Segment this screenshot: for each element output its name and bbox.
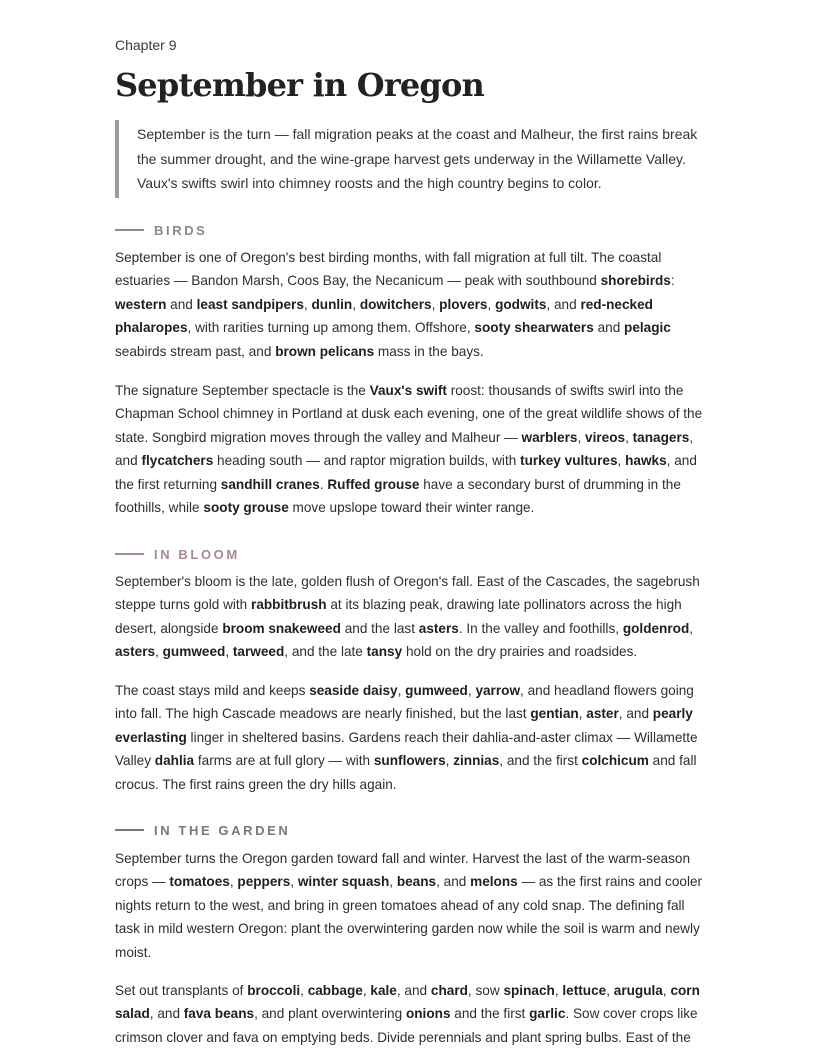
paragraph-text: and fall crocus. The first rains green the dry hills again.	[115, 753, 697, 792]
paragraph-text: ,	[303, 296, 312, 312]
paragraph-text: ,	[431, 296, 440, 312]
paragraph-text: , and plant overwintering	[254, 1006, 406, 1022]
heading-rule	[115, 229, 144, 231]
paragraph-text: , and	[149, 1006, 184, 1022]
highlighted-term: asters	[115, 644, 156, 660]
paragraph-text: and	[593, 320, 625, 336]
garden-paragraph-2	[115, 979, 705, 1049]
paragraph-text: hold on the dry prairies and roadsides.	[402, 644, 638, 660]
paragraph-text: ,	[229, 874, 238, 890]
paragraph-text: ,	[662, 983, 671, 998]
paragraph-text: The coast stays mild and keeps	[115, 683, 310, 698]
paragraph-text: have a secondary burst of drumming in the foothills, while	[115, 476, 681, 516]
paragraph-text: , and the first	[499, 753, 582, 769]
paragraph-text: ,	[689, 620, 694, 636]
birds-paragraph-2	[115, 379, 705, 519]
highlighted-term: melons	[470, 874, 518, 890]
highlighted-term: gumweed	[405, 683, 468, 698]
paragraph-text: , and	[396, 983, 431, 998]
paragraph-text: , sow	[467, 983, 504, 998]
highlighted-term: zinnias	[453, 753, 500, 769]
highlighted-term: garlic	[529, 1006, 566, 1022]
paragraph-text: , with rarities turning up among them. Offshore,	[187, 320, 475, 336]
highlighted-term: tansy	[366, 644, 403, 660]
highlighted-term: hawks	[625, 453, 667, 469]
paragraph-text: ,	[467, 683, 476, 698]
highlighted-term: rabbitbrush	[251, 597, 327, 613]
highlighted-term: godwits	[495, 296, 547, 312]
highlighted-term: sooty grouse	[203, 500, 289, 516]
paragraph-text: ,	[487, 296, 496, 312]
highlighted-term: arugula	[613, 983, 663, 998]
paragraph-text: ,	[290, 874, 298, 890]
paragraph-text: move upslope toward their winter range.	[288, 500, 535, 516]
highlighted-term: warblers	[521, 429, 578, 445]
highlighted-term: least sandpipers	[196, 296, 304, 312]
paragraph-text: ,	[578, 706, 587, 722]
paragraph-text: mass in the bays.	[374, 343, 484, 359]
paragraph-text: ,	[577, 429, 586, 445]
highlighted-term: aster	[586, 706, 619, 722]
highlighted-term: shorebirds	[600, 273, 671, 289]
highlighted-term: gentian	[530, 706, 579, 722]
paragraph-text: . In the valley and foothills,	[458, 620, 623, 636]
highlighted-term: vireos	[585, 429, 626, 445]
bloom-paragraph-2	[115, 679, 705, 796]
highlighted-term: turkey vultures	[520, 453, 618, 469]
heading-rule	[115, 829, 144, 831]
highlighted-term: peppers	[237, 874, 291, 890]
highlighted-term: pelagic	[624, 320, 671, 336]
page-title: September in Oregon	[115, 66, 485, 104]
paragraph-text: ,	[362, 983, 371, 998]
paragraph-text: ,	[225, 644, 233, 660]
highlighted-term: gumweed	[162, 644, 226, 660]
paragraph-text: farms are at full glory — with	[194, 753, 374, 769]
section-heading-label: BIRDS	[154, 222, 208, 238]
paragraph-text: at its blazing peak, drawing late pollinators across the high desert, alongside	[115, 597, 682, 636]
section-heading-in-bloom	[115, 545, 240, 563]
paragraph-text: and	[166, 296, 197, 312]
highlighted-term: spinach	[503, 983, 555, 998]
paragraph-text: ,	[389, 874, 397, 890]
paragraph-text: seabirds stream past, and	[115, 343, 276, 359]
highlighted-term: sunflowers	[373, 753, 446, 769]
paragraph-text: , and	[618, 706, 653, 722]
highlighted-term: kale	[370, 983, 397, 998]
highlighted-term: dowitchers	[359, 296, 432, 312]
highlighted-term: flycatchers	[141, 453, 214, 469]
paragraph-text: linger in sheltered basins. Gardens reach their dahlia-and-aster climax — Willamette Valley	[115, 729, 698, 769]
section-heading-in-the-garden	[115, 821, 290, 839]
paragraph-text: and the last	[340, 620, 419, 636]
highlighted-term: fava beans	[183, 1006, 255, 1022]
highlighted-term: Ruffed grouse	[327, 476, 420, 492]
paragraph-text: . Sow cover crops like crimson clover and fava on emptying beds. Divide perennials and plant spring bulbs. East of the	[115, 1006, 698, 1045]
highlighted-term: sandhill cranes	[220, 476, 320, 492]
birds-paragraph-1	[115, 246, 705, 363]
highlighted-term: western	[115, 296, 167, 312]
paragraph-text: roost: thousands of swifts swirl into the Chapman School chimney in Portland at dusk each evening, one of the great wildlife shows of the state. Songbird migration moves through the valley and Malheur —	[115, 383, 703, 445]
highlighted-term: pearly everlasting	[115, 706, 693, 745]
paragraph-text: , and headland flowers going into fall. The high Cascade meadows are nearly finished, but the last	[115, 683, 694, 722]
highlighted-term: seaside daisy	[309, 683, 398, 698]
highlighted-term: sooty shearwaters	[474, 320, 594, 336]
bloom-paragraph-1	[115, 570, 705, 664]
paragraph-text: September's bloom is the late, golden flush of Oregon's fall. East of the Cascades, the sagebrush steppe turns gold with	[115, 574, 700, 613]
highlighted-term: tomatoes	[169, 874, 230, 890]
paragraph-text: Set out transplants of	[115, 983, 248, 998]
highlighted-term: asters	[418, 620, 459, 636]
garden-paragraph-1	[115, 847, 705, 964]
intro-blockquote: September is the turn — fall migration peaks at the coast and Malheur, the first rains break the summer drought, and the wine-grape harvest gets underway in the Willamette Valley. Vaux's swifts swirl into chimney roosts and the high country begins to color.	[115, 120, 705, 198]
heading-rule	[115, 553, 144, 555]
highlighted-term: chard	[430, 983, 468, 998]
paragraph-text: ,	[445, 753, 454, 769]
highlighted-term: winter squash	[297, 874, 390, 890]
paragraph-text: , and	[115, 429, 694, 469]
paragraph-text: ,	[606, 983, 614, 998]
chapter-label: Chapter 9	[115, 37, 177, 53]
section-heading-birds	[115, 221, 207, 239]
paragraph-text: , and the first returning	[115, 453, 697, 492]
highlighted-term: broom snakeweed	[222, 620, 341, 636]
paragraph-text: , and	[436, 874, 471, 890]
section-heading-label: IN BLOOM	[154, 546, 240, 562]
highlighted-term: colchicum	[581, 753, 649, 769]
paragraph-text: — as the first rains and cooler nights return to the west, and bring in green tomatoes ahead of any cold snap. The defining fall task in mild western Oregon: plant the overwintering garden now while the soil is warm and newly moist.	[115, 874, 703, 960]
paragraph-text: September is one of Oregon's best birding months, with fall migration at full tilt. The coastal estuaries — Bandon Marsh, Coos Bay, the Necanicum — peak with southbound	[115, 250, 662, 289]
paragraph-text: , and	[546, 296, 581, 312]
highlighted-term: dahlia	[154, 753, 195, 769]
paragraph-text: ,	[625, 429, 633, 445]
paragraph-text: ,	[554, 983, 563, 998]
highlighted-term: plovers	[439, 296, 488, 312]
paragraph-text: , and the late	[284, 644, 367, 660]
paragraph-text: .	[319, 476, 328, 492]
paragraph-text: ,	[352, 296, 360, 312]
paragraph-text: and the first	[450, 1006, 530, 1022]
highlighted-term: dunlin	[311, 296, 353, 312]
paragraph-text: The signature September spectacle is the	[115, 383, 370, 398]
highlighted-term: red-necked phalaropes	[115, 296, 653, 336]
highlighted-term: Vaux's swift	[369, 383, 447, 398]
paragraph-text: ,	[155, 644, 163, 660]
highlighted-term: corn salad	[115, 983, 700, 1022]
highlighted-term: tanagers	[632, 429, 690, 445]
section-heading-label: IN THE GARDEN	[154, 822, 291, 838]
paragraph-text: ,	[397, 683, 406, 698]
highlighted-term: yarrow	[475, 683, 521, 698]
highlighted-term: goldenrod	[622, 620, 690, 636]
highlighted-term: tarweed	[232, 644, 285, 660]
highlighted-term: beans	[396, 874, 437, 890]
highlighted-term: brown pelicans	[275, 343, 375, 359]
highlighted-term: broccoli	[247, 983, 301, 998]
paragraph-text: :	[670, 273, 675, 289]
paragraph-text: ,	[300, 983, 308, 998]
paragraph-text: heading south — and raptor migration builds, with	[213, 453, 521, 469]
highlighted-term: lettuce	[562, 983, 607, 998]
paragraph-text: September turns the Oregon garden toward fall and winter. Harvest the last of the warm-season crops —	[115, 851, 691, 890]
highlighted-term: cabbage	[307, 983, 363, 998]
paragraph-text: ,	[617, 453, 626, 469]
highlighted-term: onions	[405, 1006, 451, 1022]
